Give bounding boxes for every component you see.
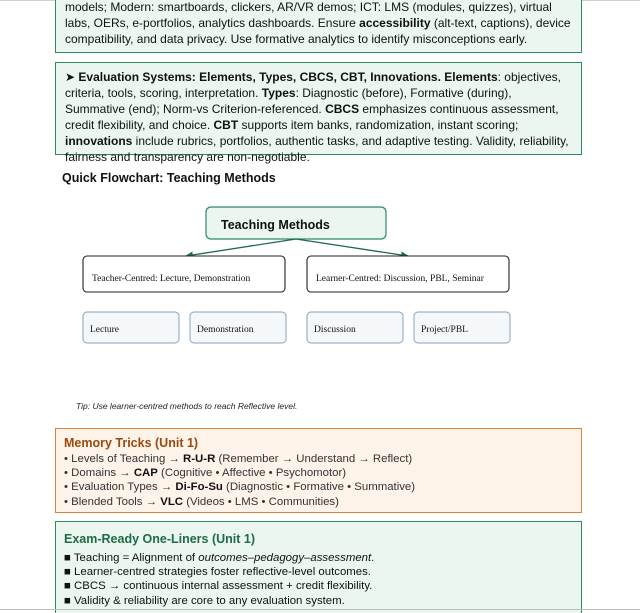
cbt-keyword: CBT <box>213 118 239 132</box>
evaluation-paragraph <box>65 69 572 165</box>
para-text: include rubrics, portfolios, authentic tasks, and adaptive testing. Validity, reliability, fairness and transparency are non-negotiable. <box>65 134 569 164</box>
leaf-label-discussion: Discussion <box>314 325 356 335</box>
item-text: ■ CBCS → continuous internal assessment + credit flexibility. <box>64 580 373 593</box>
item-prefix: • Domains → <box>64 467 134 480</box>
list-item <box>64 551 573 565</box>
mnemonic-key: CAP <box>133 467 158 480</box>
para-text: : Diagnostic (before), Formative (during), Summative (end); Norm-vs Criterion-referenced. <box>65 86 512 116</box>
elements-keyword: Elements <box>444 70 498 84</box>
ict-tools-paragraph <box>65 0 572 47</box>
teacher-centred-label: Teacher-Centred: Lecture, Demonstration <box>92 274 251 284</box>
item-suffix: (Videos • LMS • Communities) <box>183 495 339 508</box>
item-prefix: • Blended Tools → <box>64 495 161 508</box>
para-text: : objectives, criteria, tools, scoring, interpretation. <box>65 70 562 100</box>
memory-tricks-list <box>64 452 573 509</box>
page-bottom-rule <box>0 609 640 610</box>
item-suffix: (Diagnostic • Formative • Summative) <box>222 481 416 494</box>
flowchart-heading: Quick Flowchart: Teaching Methods <box>62 171 276 185</box>
leaf-label-project-pbl: Project/PBL <box>421 325 468 335</box>
para-text: supports item banks, randomization, instant scoring; <box>238 118 519 132</box>
list-item <box>64 565 573 579</box>
item-prefix: • Evaluation Types → <box>64 481 176 494</box>
para-text: (alt-text, captions), device compatibility, and data privacy. Use formative analytics to identify misconceptions early. <box>65 16 571 46</box>
learner-centred-label: Learner-Centred: Discussion, PBL, Seminar <box>316 274 484 284</box>
evaluation-heading: Evaluation Systems: Elements, Types, CBCS, CBT, Innovations. <box>78 70 441 84</box>
one-liners-box <box>55 521 582 613</box>
types-keyword: Types <box>261 86 296 100</box>
list-item <box>64 452 573 466</box>
para-text: models; Modern: smartboards, clickers, AR/VR demos; ICT: LMS (modules, quizzes), virtual labs, OERs, e-portfolios, analytics dashboards. Ensure <box>65 0 552 30</box>
memory-tricks-title: Memory Tricks (Unit 1) <box>64 436 199 450</box>
item-suffix: . <box>371 552 375 564</box>
one-liners-list <box>64 551 573 608</box>
list-item <box>64 579 573 593</box>
list-item <box>64 466 573 480</box>
list-item <box>64 480 573 494</box>
para-text: emphasizes continuous assessment, credit flexibility, and choice. <box>65 102 559 132</box>
item-text: ■ Validity & reliability are core to any evaluation system. <box>64 594 345 607</box>
connector-left <box>186 239 296 256</box>
evaluation-systems-box <box>55 62 582 164</box>
item-suffix: (Cognitive • Affective • Psychomotor) <box>157 467 347 480</box>
teaching-methods-flowchart <box>0 195 640 355</box>
innovations-keyword: innovations <box>65 134 133 148</box>
leaf-label-demonstration: Demonstration <box>197 325 254 335</box>
item-text: ■ Learner-centred strategies foster reflective-level outcomes. <box>64 566 371 579</box>
cbcs-keyword: CBCS <box>325 102 360 116</box>
connector-right <box>296 239 408 256</box>
item-emphasis: outcomes–pedagogy–assessment <box>198 552 372 564</box>
mnemonic-key: VLC <box>160 495 184 508</box>
one-liners-title: Exam-Ready One-Liners (Unit 1) <box>64 532 256 546</box>
ict-tools-note-box <box>55 0 582 53</box>
root-node-label: Teaching Methods <box>221 218 330 232</box>
mnemonic-key: R-U-R <box>183 453 216 465</box>
flowchart-tip: Tip: Use learner-centred methods to reach Reflective level. <box>76 401 298 411</box>
leaf-label-lecture: Lecture <box>90 325 120 335</box>
memory-tricks-box <box>55 428 582 513</box>
item-suffix: (Remember → Understand → Reflect) <box>215 453 413 465</box>
item-prefix: • Levels of Teaching → <box>64 453 184 465</box>
item-text: ■ Teaching = Alignment of <box>64 552 199 564</box>
list-item <box>64 594 573 608</box>
mnemonic-key: Di-Fo-Su <box>175 481 223 494</box>
list-item <box>64 495 573 509</box>
accessibility-keyword: accessibility <box>359 16 431 30</box>
arrow-marker-icon: ➤ <box>65 70 76 84</box>
